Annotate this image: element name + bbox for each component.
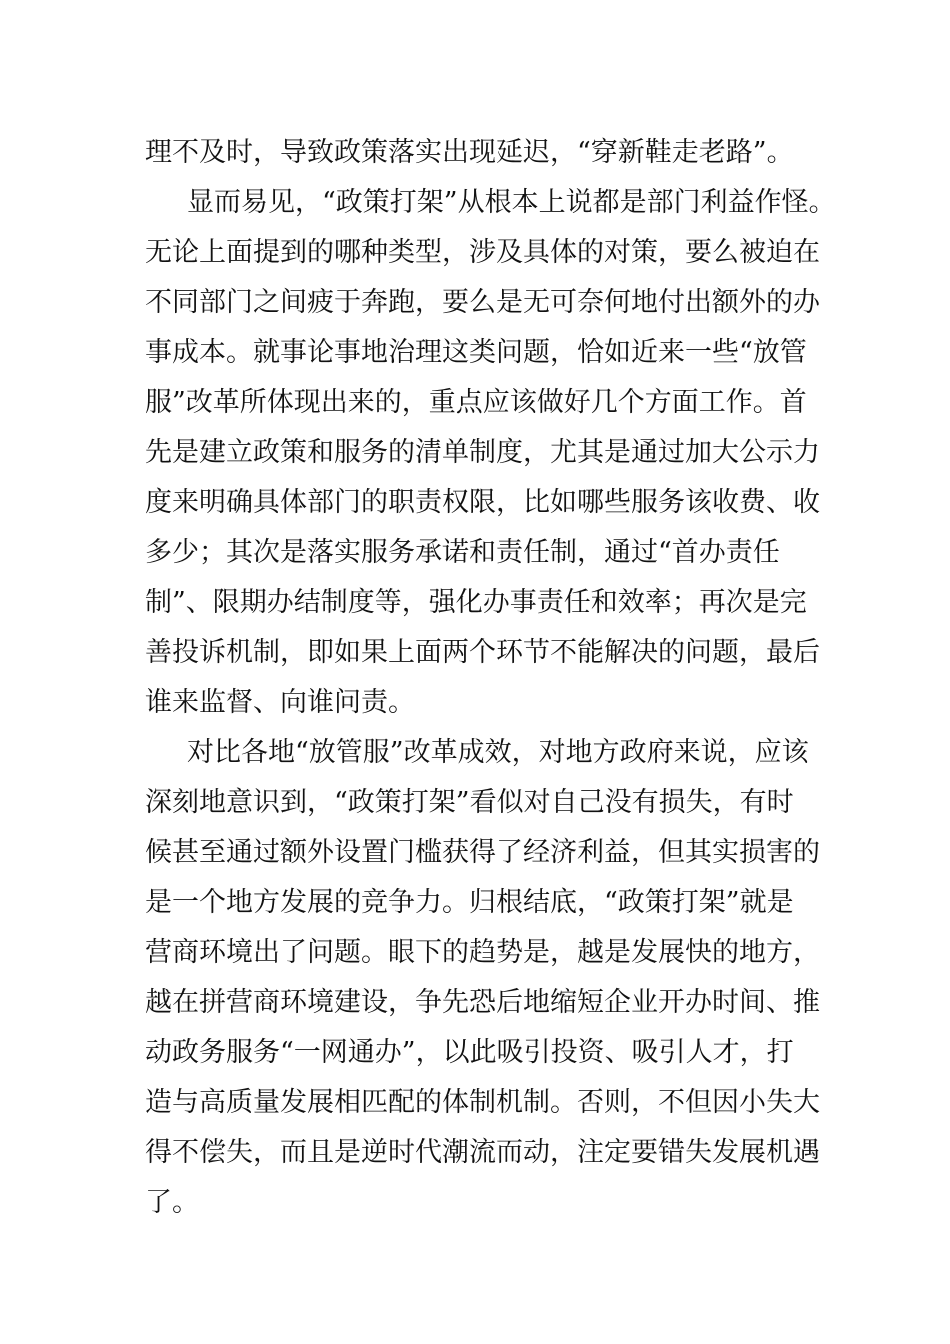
- text-line: 对比各地“放管服”改革成效，对地方政府来说，应该: [187, 737, 809, 768]
- text-line: 了。: [145, 1187, 199, 1218]
- text-line: 营商环境出了问题。眼下的趋势是，越是发展快的地方，: [145, 937, 820, 968]
- body-text: [145, 128, 836, 1228]
- text-line: 先是建立政策和服务的清单制度，尤其是通过加大公示力: [145, 437, 820, 468]
- text-line: 不同部门之间疲于奔跑，要么是无可奈何地付出额外的办: [145, 287, 820, 318]
- text-line: 事成本。就事论事地治理这类问题，恰如近来一些“放管: [145, 337, 807, 368]
- text-line: 多少；其次是落实服务承诺和责任制，通过“首办责任: [145, 537, 780, 568]
- text-line: 是一个地方发展的竞争力。归根结底，“政策打架”就是: [145, 887, 794, 918]
- text-line: 动政务服务“一网通办”，以此吸引投资、吸引人才，打: [145, 1037, 794, 1068]
- text-line: 善投诉机制，即如果上面两个环节不能解决的问题，最后: [145, 637, 820, 668]
- text-line: 深刻地意识到，“政策打架”看似对自己没有损失，有时: [145, 787, 794, 818]
- text-line: 显而易见，“政策打架”从根本上说都是部门利益作怪。: [187, 187, 836, 218]
- text-line: 制”、限期办结制度等，强化办事责任和效率；再次是完: [145, 587, 807, 618]
- text-line: 度来明确具体部门的职责权限，比如哪些服务该收费、收: [145, 487, 820, 518]
- text-line: 无论上面提到的哪种类型，涉及具体的对策，要么被迫在: [145, 237, 820, 268]
- text-line: 得不偿失，而且是逆时代潮流而动，注定要错失发展机遇: [145, 1137, 820, 1168]
- text-line: 造与高质量发展相匹配的体制机制。否则，不但因小失大: [145, 1087, 820, 1118]
- text-line: 候甚至通过额外设置门槛获得了经济利益，但其实损害的: [145, 837, 820, 868]
- text-line: 理不及时，导致政策落实出现延迟，“穿新鞋走老路”。: [145, 137, 794, 168]
- text-line: 谁来监督、向谁问责。: [145, 687, 415, 718]
- text-line: 越在拼营商环境建设，争先恐后地缩短企业开办时间、推: [145, 987, 820, 1018]
- text-line: 服”改革所体现出来的，重点应该做好几个方面工作。首: [145, 387, 807, 418]
